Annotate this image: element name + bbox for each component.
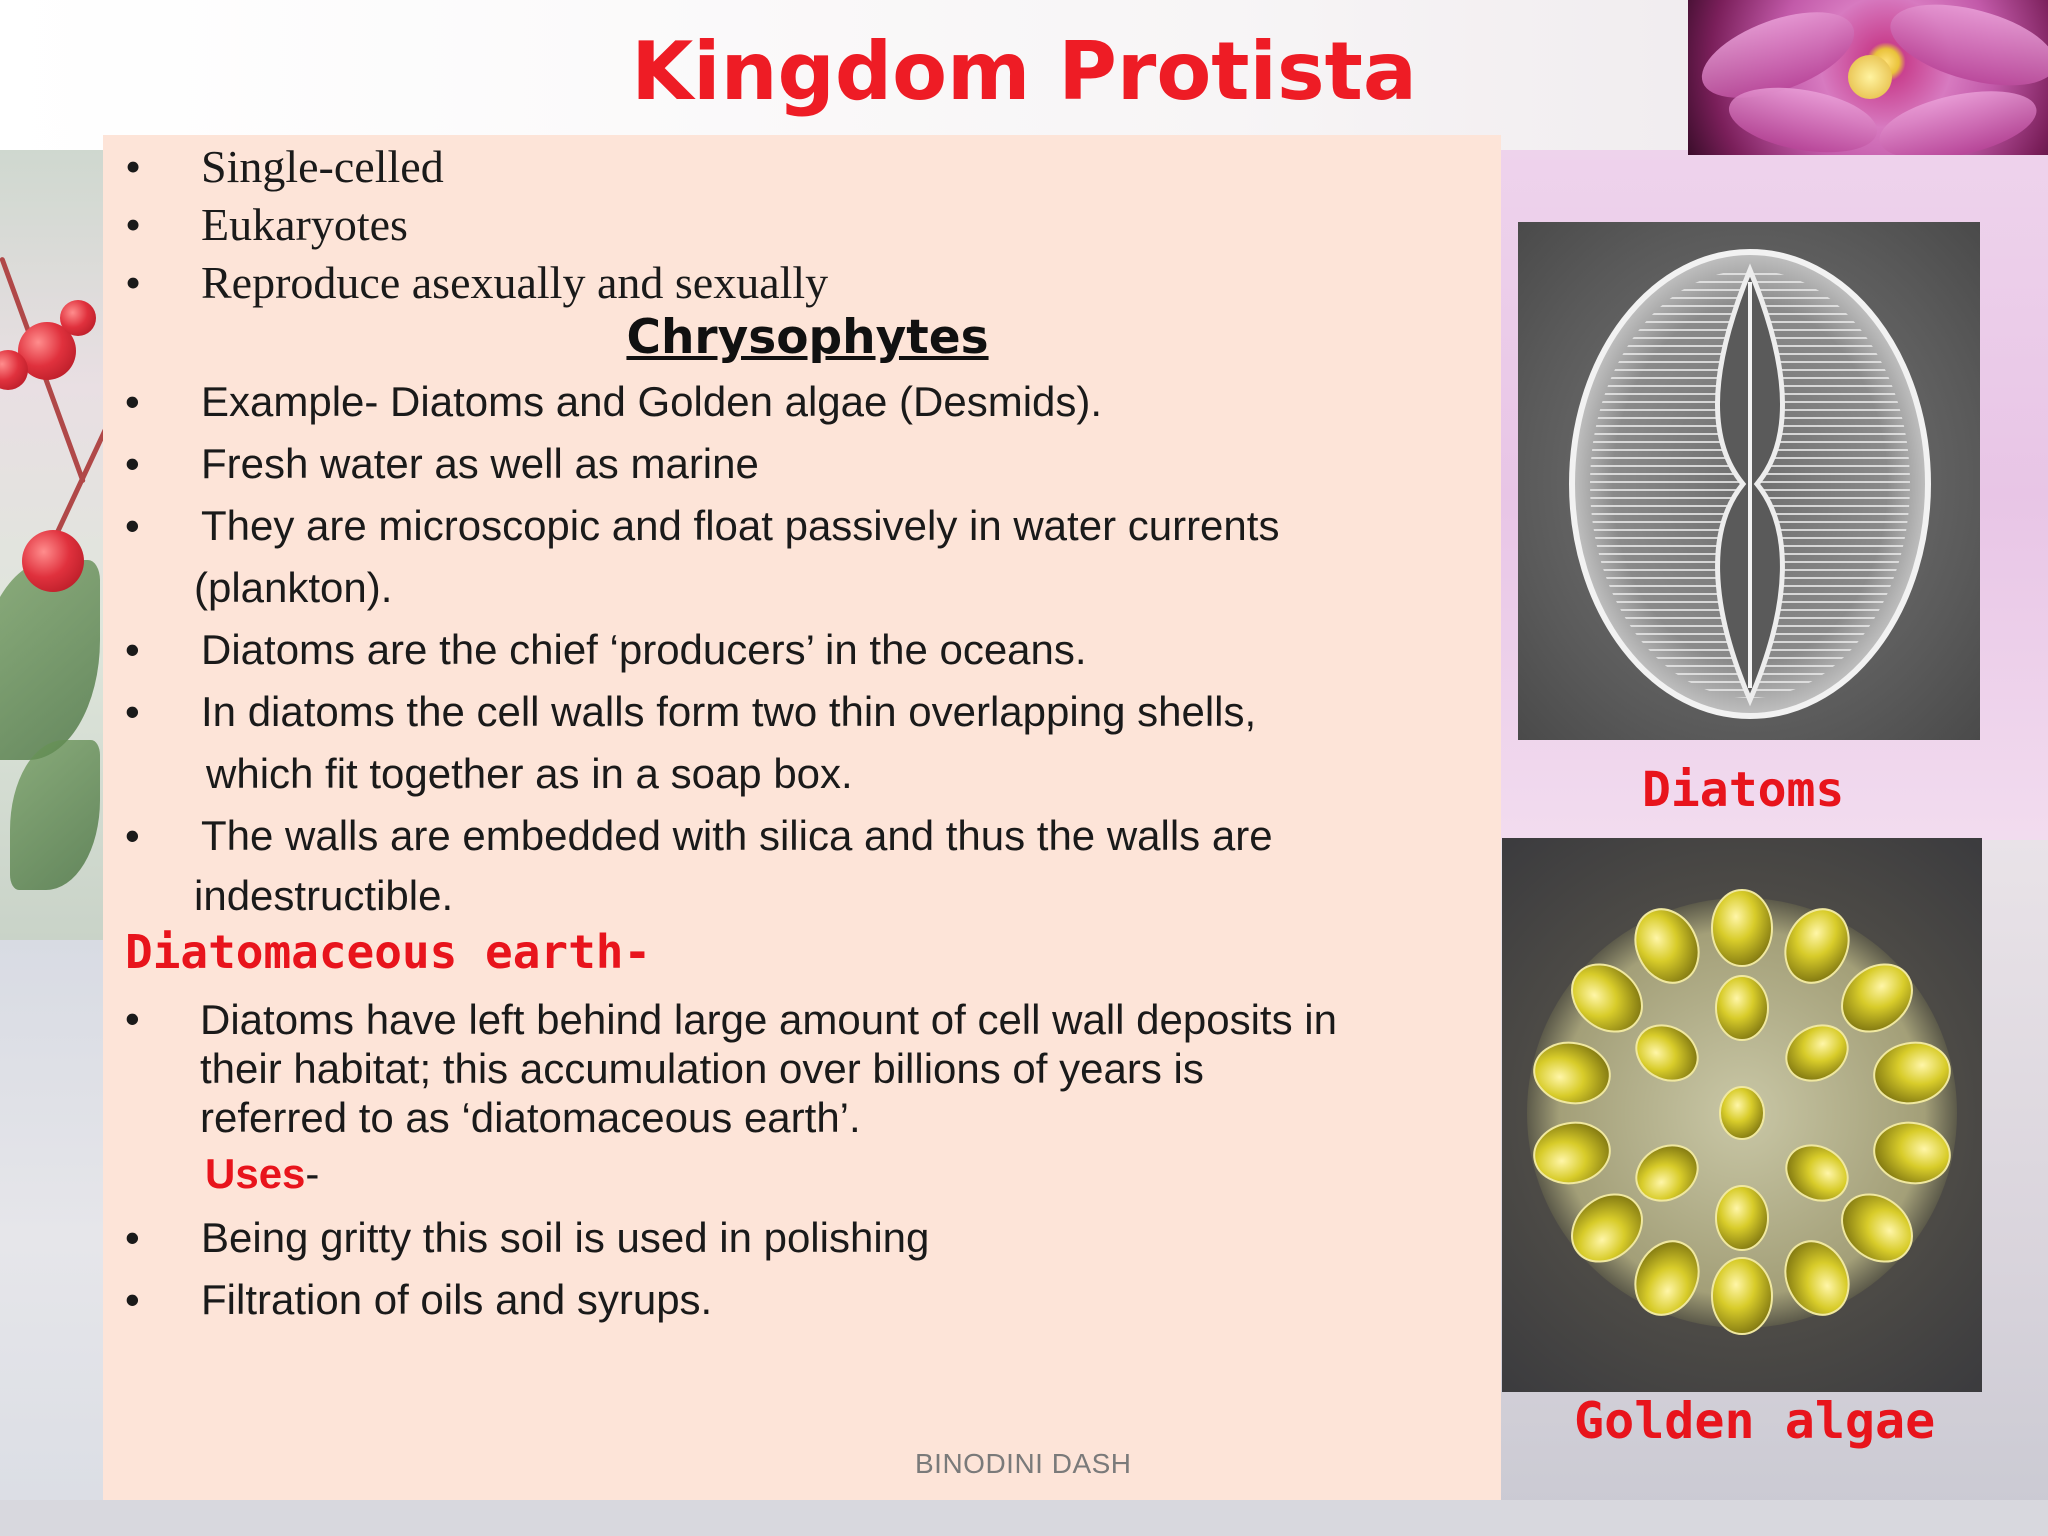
bullet-glyph: • bbox=[125, 1214, 140, 1261]
bullet-text: In diatoms the cell walls form two thin overlapping shells, bbox=[201, 688, 1257, 735]
bullet-text: The walls are embedded with silica and thus the walls are bbox=[201, 812, 1273, 859]
bullet-glyph: • bbox=[125, 199, 142, 250]
golden-algae-image bbox=[1502, 838, 1982, 1392]
bullet-text: Example- Diatoms and Golden algae (Desmids). bbox=[201, 378, 1103, 425]
uses-suffix: - bbox=[305, 1150, 320, 1197]
bullet-glyph: • bbox=[125, 1276, 140, 1323]
background-left-lower bbox=[0, 940, 110, 1536]
uses-label: Uses bbox=[205, 1150, 306, 1197]
bullet-glyph: • bbox=[125, 502, 140, 549]
bullet-continuation: which fit together as in a soap box. bbox=[206, 750, 853, 797]
bullet-continuation: (plankton). bbox=[194, 564, 393, 611]
golden-algae-illustration bbox=[1502, 838, 1982, 1392]
bullet-text: Single-celled bbox=[201, 141, 444, 192]
bullet-glyph: • bbox=[125, 440, 140, 487]
section-title-chrysophytes: Chrysophytes bbox=[626, 310, 989, 365]
background-bottom-band bbox=[0, 1500, 2048, 1536]
bullet-glyph: • bbox=[125, 141, 142, 192]
bullet-continuation: indestructible. bbox=[194, 872, 454, 919]
earth-paragraph bbox=[200, 995, 1337, 1142]
footer-author: BINODINI DASH bbox=[915, 1448, 1132, 1479]
bullet-text: Being gritty this soil is used in polishing bbox=[201, 1214, 930, 1261]
bullet-text: Reproduce asexually and sexually bbox=[201, 257, 829, 308]
bullet-text: They are microscopic and float passively in water currents bbox=[201, 502, 1280, 549]
earth-paragraph-line: referred to as ‘diatomaceous earth’. bbox=[200, 1094, 861, 1141]
uses-heading bbox=[205, 1150, 319, 1198]
diatomaceous-earth-heading: Diatomaceous earth- bbox=[125, 925, 652, 979]
bullet-text: Diatoms are the chief ‘producers’ in the oceans. bbox=[201, 626, 1087, 673]
earth-paragraph-line: their habitat; this accumulation over billions of years is bbox=[200, 1045, 1204, 1092]
bullet-glyph: • bbox=[125, 257, 142, 308]
bullet-glyph: • bbox=[125, 626, 140, 673]
bullet-glyph: • bbox=[125, 378, 140, 425]
diatom-illustration bbox=[1518, 222, 1980, 740]
bullet-text: Fresh water as well as marine bbox=[201, 440, 759, 487]
diatoms-caption: Diatoms bbox=[1642, 762, 1845, 818]
earth-paragraph-line: Diatoms have left behind large amount of cell wall deposits in bbox=[200, 996, 1337, 1043]
bullet-glyph: • bbox=[125, 812, 140, 859]
diatom-image bbox=[1518, 222, 1980, 740]
bullet-text: Eukaryotes bbox=[201, 199, 408, 250]
slide-title: Kingdom Protista bbox=[631, 25, 1417, 118]
bullet-glyph: • bbox=[125, 688, 140, 735]
golden-algae-caption: Golden algae bbox=[1574, 1392, 1936, 1450]
berry-shape bbox=[22, 530, 84, 592]
bullet-glyph: • bbox=[125, 995, 140, 1042]
bullet-text: Filtration of oils and syrups. bbox=[201, 1276, 713, 1323]
